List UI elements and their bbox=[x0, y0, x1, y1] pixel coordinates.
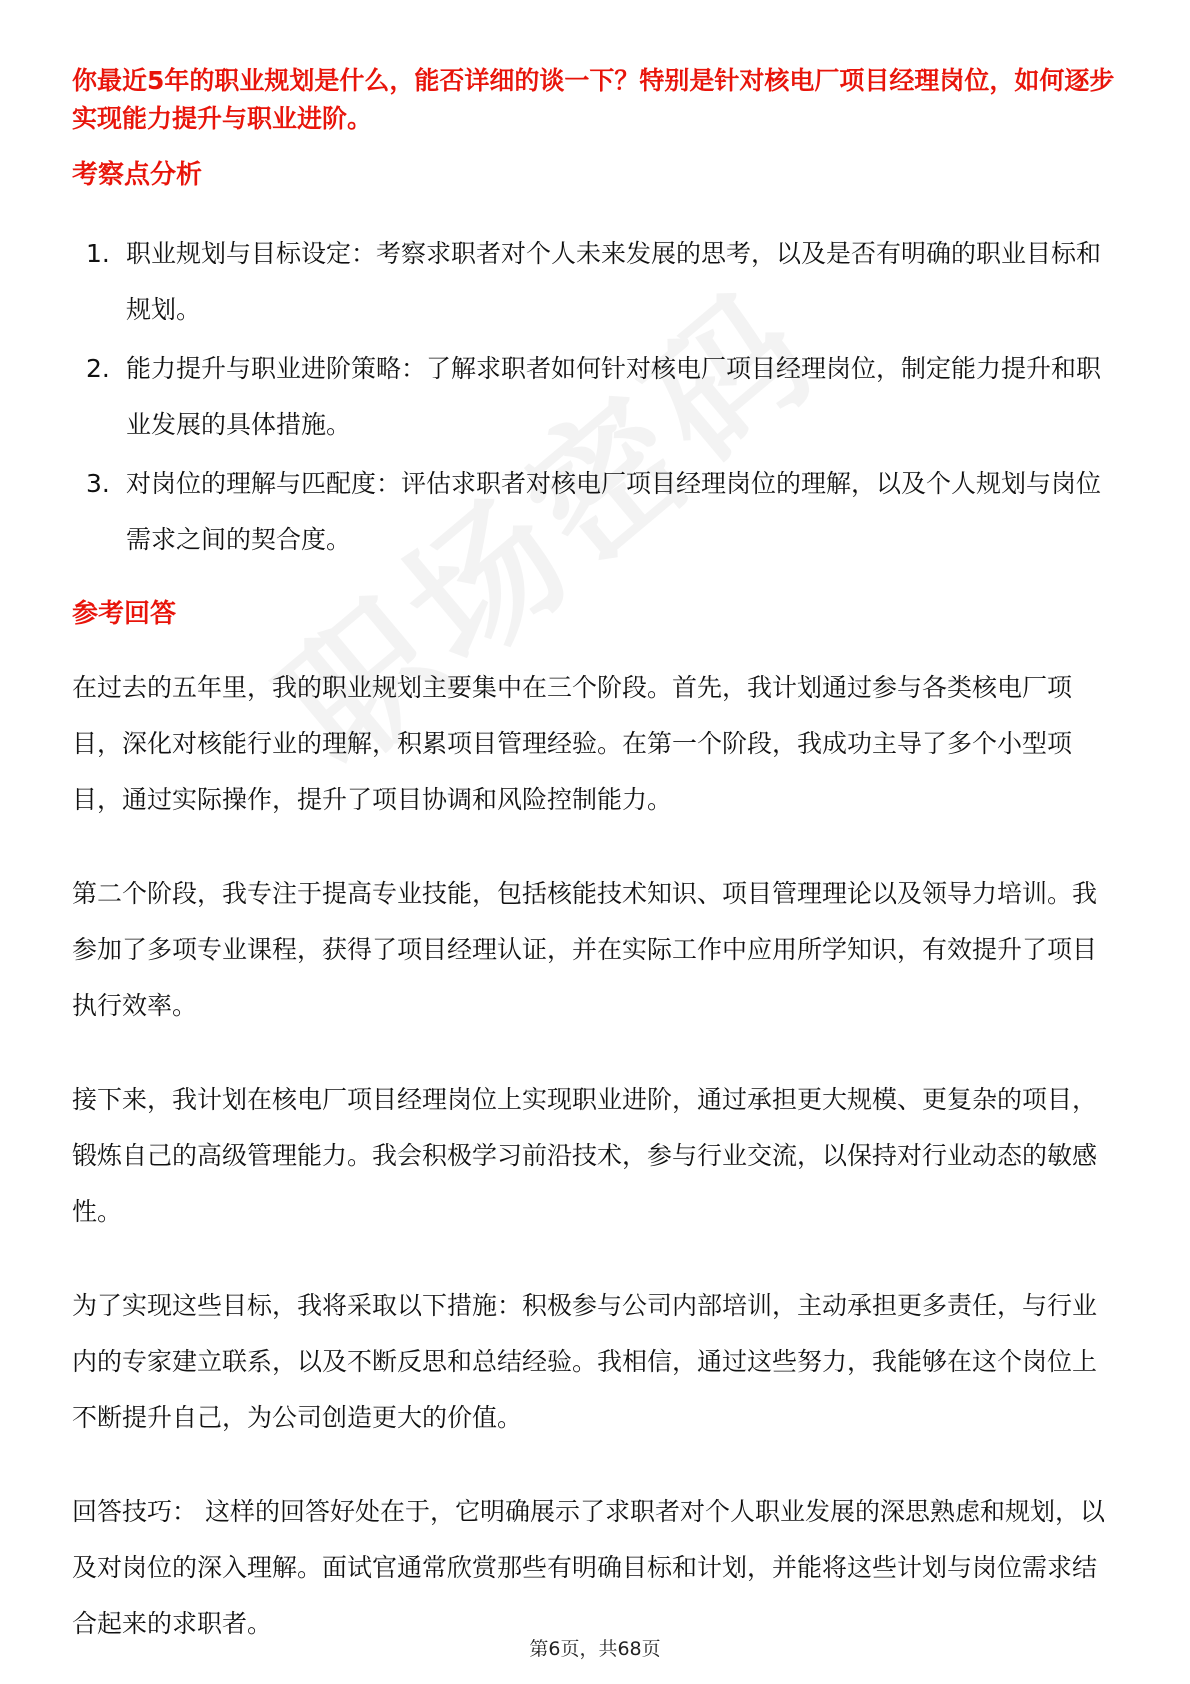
list-item bbox=[72, 226, 1120, 338]
answer-paragraph: 接下来，我计划在核电厂项目经理岗位上实现职业进阶，通过承担更大规模、更复杂的项目，锻炼自己的高级管理能力。我会积极学习前沿技术，参与行业交流，以保持对行业动态的敏感性。 bbox=[72, 1085, 1098, 1226]
list-item-number: 3. bbox=[86, 469, 110, 498]
answer-paragraph: 为了实现这些目标，我将采取以下措施：积极参与公司内部培训，主动承担更多责任，与行业内的专家建立联系，以及不断反思和总结经验。我相信，通过这些努力，我能够在这个岗位上不断提升自己，为公司创造更大的价值。 bbox=[72, 1291, 1098, 1432]
list-item-number: 1. bbox=[86, 239, 110, 268]
list-item-text: 能力提升与职业进阶策略：了解求职者如何针对核电厂项目经理岗位，制定能力提升和职业发展的具体措施。 bbox=[126, 354, 1102, 439]
interview-question: 你最近5年的职业规划是什么，能否详细的谈一下？特别是针对核电厂项目经理岗位，如何逐步实现能力提升与职业进阶。 bbox=[72, 66, 1115, 133]
list-item-text: 对岗位的理解与匹配度：评估求职者对核电厂项目经理岗位的理解，以及个人规划与岗位需求之间的契合度。 bbox=[126, 469, 1102, 554]
list-item bbox=[72, 341, 1120, 453]
answer-heading: 参考回答 bbox=[72, 599, 177, 629]
page-number: 第6页，共68页 bbox=[529, 1638, 661, 1660]
analysis-list bbox=[72, 226, 1120, 571]
answer-paragraph: 在过去的五年里，我的职业规划主要集中在三个阶段。首先，我计划通过参与各类核电厂项目，深化对核能行业的理解，积累项目管理经验。在第一个阶段，我成功主导了多个小型项目，通过实际操作，提升了项目协调和风险控制能力。 bbox=[72, 673, 1073, 814]
analysis-heading: 考察点分析 bbox=[72, 160, 203, 190]
answer-paragraph: 第二个阶段，我专注于提高专业技能，包括核能技术知识、项目管理理论以及领导力培训。我参加了多项专业课程，获得了项目经理认证，并在实际工作中应用所学知识，有效提升了项目执行效率。 bbox=[72, 879, 1098, 1020]
list-item-text: 职业规划与目标设定：考察求职者对个人未来发展的思考，以及是否有明确的职业目标和规划。 bbox=[126, 239, 1102, 324]
answer-tips-paragraph: 回答技巧： 这样的回答好处在于，它明确展示了求职者对个人职业发展的深思熟虑和规划，以及对岗位的深入理解。面试官通常欣赏那些有明确目标和计划，并能将这些计划与岗位需求结合起来的求职者。 bbox=[72, 1497, 1105, 1638]
list-item bbox=[72, 456, 1120, 568]
list-item-number: 2. bbox=[86, 354, 110, 383]
